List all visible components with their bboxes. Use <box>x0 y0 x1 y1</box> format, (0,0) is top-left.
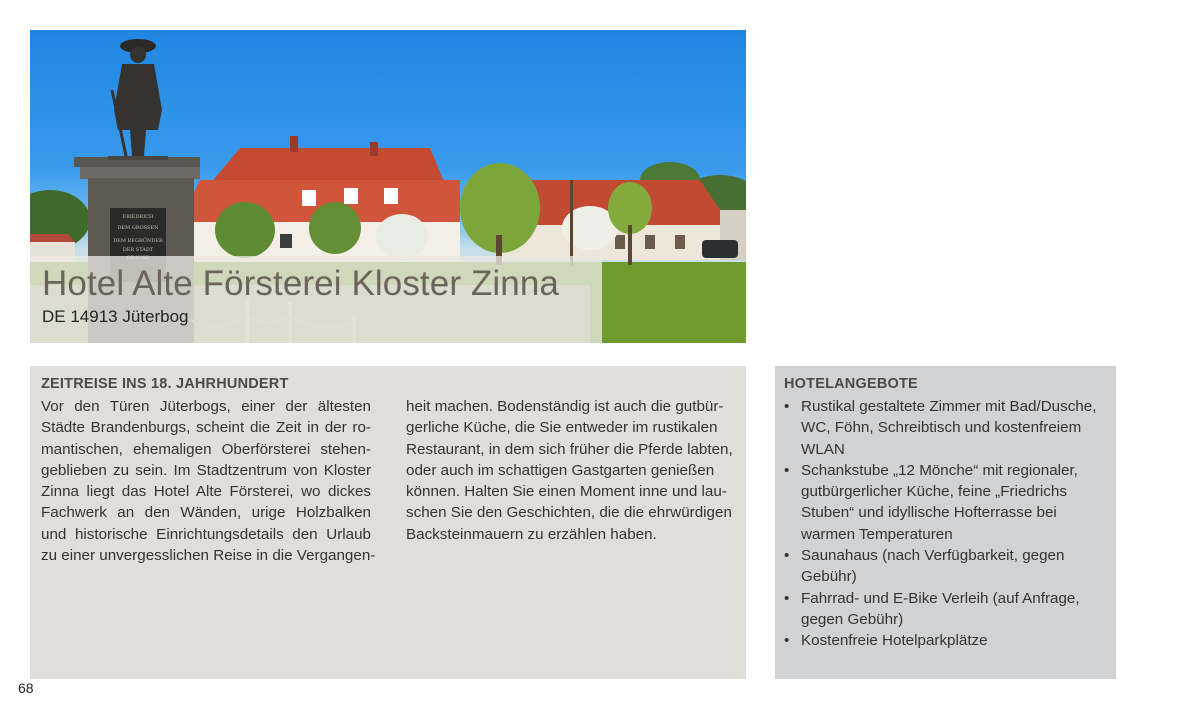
story-line: Städte Brandenburgs, scheint die Zeit in der ro- <box>41 419 371 437</box>
offers-section <box>775 366 1116 679</box>
list-item <box>784 588 1109 631</box>
story-line: Vor den Türen Jüterbogs, einer der ältesten <box>41 398 371 415</box>
bullet-icon: • <box>784 632 790 650</box>
story-line: Zinna liegt das Hotel Alte Försterei, wo dickes <box>41 483 371 501</box>
offer-text: Saunahaus (nach Verfügbarkeit, gegen Gebühr) <box>801 547 1065 586</box>
offer-text: Fahrrad- und E-Bike Verleih (auf Anfrage, gegen Gebühr) <box>801 589 1080 628</box>
story-line: können. Halten Sie einen Moment inne und lau- <box>406 483 727 501</box>
story-line: Backsteinmauern zu erzählen haben. <box>406 525 657 543</box>
story-line: gerliche Küche, die Sie entweder im rustikalen <box>406 419 718 437</box>
bullet-icon: • <box>784 589 790 607</box>
story-line: zu einer unvergesslichen Reise in die Vergangen- <box>41 547 376 565</box>
story-line: und historische Einrichtungsdetails den Urlaub <box>41 525 371 543</box>
story-column-left <box>41 396 376 566</box>
hotel-location: DE 14913 Jüterbog <box>42 307 189 326</box>
list-item <box>784 460 1109 545</box>
story-line: schen Sie den Geschichten, die die ehrwürdigen <box>406 504 732 522</box>
list-item <box>784 545 1109 588</box>
story-line: oder auch im schattigen Gastgarten genießen <box>406 461 715 479</box>
offers-list <box>784 396 1109 652</box>
offer-text: Schankstube „12 Mönche“ mit regionaler, gutbürgerlicher Küche, feine „Friedrichs Stuben“ und idyllische Hofterrasse bei warmen Temperaturen <box>801 461 1078 543</box>
story-line: Fachwerk an den Wänden, urige Holzbalken <box>41 504 371 522</box>
offer-text: Kostenfreie Hotelparkplätze <box>801 632 988 650</box>
story-line: heit machen. Bodenständig ist auch die gutbür- <box>406 398 724 415</box>
list-item <box>784 396 1109 460</box>
hotel-title: Hotel Alte Försterei Kloster Zinna <box>42 264 559 303</box>
svg-text:DEM BEGRÜNDER: DEM BEGRÜNDER <box>113 238 163 244</box>
bullet-icon: • <box>784 398 790 415</box>
page-number: 68 <box>18 680 34 696</box>
story-section <box>30 366 746 679</box>
story-heading: ZEITREISE INS 18. JAHRHUNDERT <box>41 376 289 392</box>
svg-text:DER STADT: DER STADT <box>122 247 154 253</box>
hotel-photo <box>30 30 746 343</box>
list-item <box>784 630 1109 651</box>
svg-text:DEM GROSSEN: DEM GROSSEN <box>117 225 159 231</box>
story-line: mantischen, ehemaligen Oberförsterei stehen- <box>41 440 371 458</box>
offer-text: Rustikal gestaltete Zimmer mit Bad/Dusche, WC, Föhn, Schreibtisch und kostenfreiem WLAN <box>801 398 1097 458</box>
story-column-right <box>406 396 736 545</box>
bullet-icon: • <box>784 461 790 479</box>
bullet-icon: • <box>784 547 790 565</box>
story-line: Restaurant, in dem sich früher die Pferde labten, <box>406 440 733 458</box>
offers-heading: HOTELANGEBOTE <box>784 376 918 392</box>
story-line: geblieben zu sein. Im Stadtzentrum von Kloster <box>41 461 371 479</box>
plaque-text: FRIEDRICH <box>122 214 154 220</box>
